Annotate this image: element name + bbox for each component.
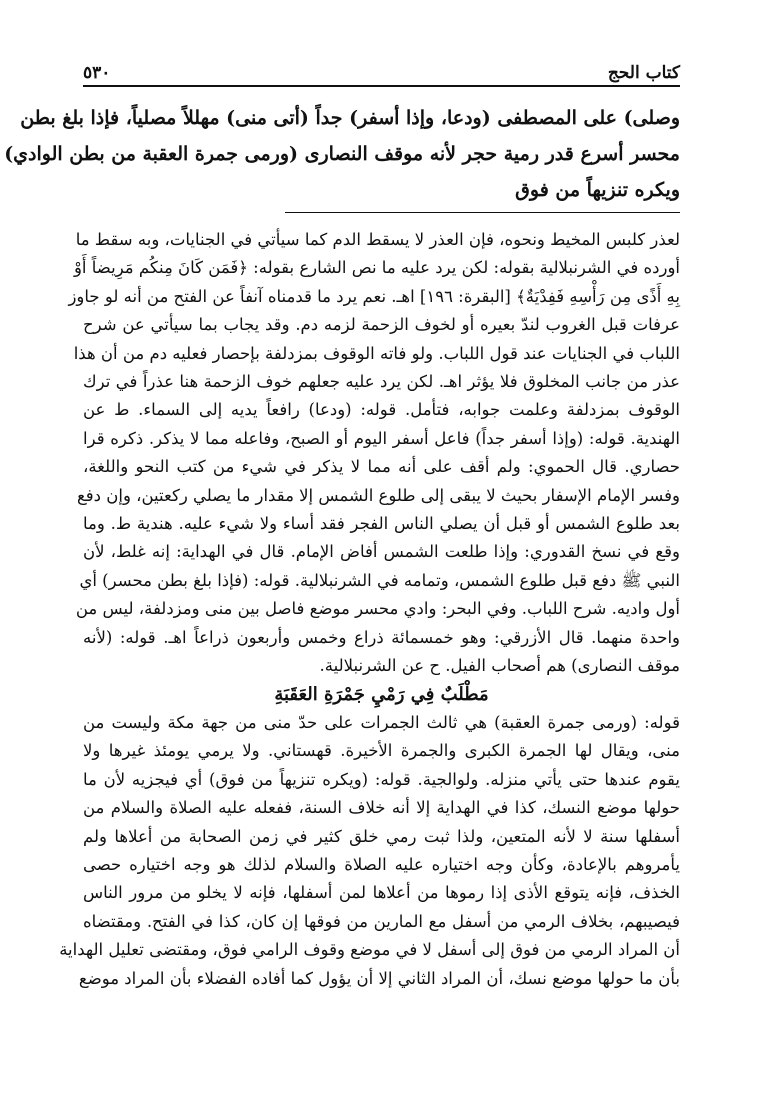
commentary-line: حولها موضع النسك، كذا في الهداية إلا أنه خلاف السنة، ففعله عليه الصلاة والسلام من	[83, 798, 680, 818]
section-title: مَطْلَبٌ فِي رَمْيِ جَمْرَةِ العَقَبَةِ	[274, 683, 489, 705]
separator-rule	[285, 212, 680, 213]
commentary-line: أورده في الشرنبلالية بقوله: لكن يرد عليه ما نص الشارع بقوله: ﴿فَمَن كَانَ مِنكُم مَرِيضاً أَوْ	[73, 258, 680, 278]
commentary-line: عذر من جانب المخلوق فلا يؤثر اهـ. لكن يرد عليه جعلهم خوف الزحمة هنا عذراً في ترك	[83, 372, 680, 392]
commentary-line: حصاري. قال الحموي: ولم أقف على أنه مما لا يذكر في شيء من كتب النحو واللغة،	[83, 457, 680, 477]
commentary-line: الوقوف بمزدلفة وعلمت جوابه، فتأمل. قوله: (ودعا) رافعاً يديه إلى السماء. ط عن	[83, 400, 680, 420]
commentary-line: واحدة منهما. قال الأزرقي: وهو خمسمائة ذراع وخمس وأربعون ذراعاً اهـ. قوله: (لأنه	[83, 627, 680, 647]
commentary-line: موقف النصارى) هم أصحاب الفيل. ح عن الشرنبلالية.	[319, 656, 680, 676]
commentary-line: اللباب في الجنايات عند قول اللباب. ولو فاته الوقوف بمزدلفة بإحصار فعليه دم من أن هذا	[73, 343, 680, 363]
commentary-line: عرفات قبل الغروب لندّ بعيره أو لخوف الزحمة لزمه دم. وقد يجاب بما سيأتي عن شرح	[83, 315, 680, 335]
commentary-line: منى، ويقال لها الجمرة الكبرى والجمرة الأخيرة. قهستاني. ولا يرمي يومئذ غيرها ولا	[83, 741, 680, 761]
commentary-line: قوله: (ورمى جمرة العقبة) هي ثالث الجمرات على حدّ منى من جهة مكة وليست من	[83, 712, 680, 732]
commentary-line: يأمروهم بالإعادة، وكأن وجه اختياره عليه الصلاة والسلام لذلك هو وجه اختياره حصى	[83, 854, 680, 874]
commentary-line: النبي ﷺ دفع قبل طلوع الشمس، وتمامه في الشرنبلالية. قوله: (فإذا بلغ بطن محسر) أي	[79, 570, 680, 590]
commentary-line: بعد طلوع الشمس أو قبل أن يصلي الناس الفجر فقد أساء ولا شيء عليه. هندية ط. وما	[83, 514, 680, 534]
page-header	[83, 55, 680, 83]
commentary-line: أول واديه. شرح اللباب. وفي البحر: وادي محسر موضع فاصل بين منى ومزدلفة، ليس من	[75, 599, 680, 619]
commentary-line: وقع في نسخ القدوري: وإذا طلعت الشمس أفاض الإمام. قال في الهداية: إنه غلط، لأن	[83, 542, 680, 562]
commentary-line: لعذر كلبس المخيط ونحوه، فإن العذر لا يسقط الدم كما سيأتي في الجنايات، وبه سقط ما	[75, 230, 680, 249]
commentary-text	[59, 226, 680, 993]
commentary-line: أسفلها سنة لا لأنه المتعين، ولذا ثبت رمي خلق كثير في زمن الصحابة من أعلاها ولم	[83, 826, 680, 846]
commentary-line: وفسر الإمام الإسفار بحيث لا يبقى إلى طلوع الشمس إلا مقدار ما يصلي ركعتين، وإن دفع	[76, 485, 680, 505]
main-text-line: ويكره تنزيهاً من فوق	[515, 179, 680, 201]
commentary-line: فيصيبهم، بخلاف الرمي من أسفل مع المارين من فوقها إن كان، كذا في الفتح. ومقتضاه	[83, 911, 680, 931]
commentary-line: يقوم عندها حتى يأتي منزله. ولوالجية. قوله: (ويكره تنزيهاً من فوق) أي فيجزيه لأن ما	[83, 769, 680, 789]
header-rule	[83, 85, 680, 87]
commentary-line: الهندية. قوله: (وإذا أسفر جداً) فاعل أسفر اليوم أو الصبح، وفاعله مما لا يذكر. ذكره قرا	[83, 428, 680, 448]
commentary-line: بأن ما حولها موضع نسك، أن المراد الثاني إلا أن يؤول كما أفاده الفضلاء بأن المراد موضع	[78, 968, 680, 988]
main-text	[4, 100, 680, 208]
commentary-line: الخذف، فإنه يتوقع الأذى إذا رموها من أعلاها لمن أسفلها، فإنه لا يخلو من مرور الناس	[83, 883, 680, 903]
book-title: كتاب الحج	[607, 63, 680, 83]
main-text-line: وصلى) على المصطفى (ودعا، وإذا أسفر) جداً (أتى منى) مهللاً مصلياً، فإذا بلغ بطن	[20, 107, 680, 129]
commentary-line: أن المراد الرمي من فوق إلى أسفل لا في موضع وقوف الرامي فوق، ومقتضى تعليل الهداية	[59, 940, 680, 960]
page-number: ٥٣٠	[83, 63, 111, 83]
commentary-line: بِهِ أَذًى مِن رَأْسِهِ فَفِدْيَةٌ﴾ [البقرة: ١٩٦] اهـ. نعم يرد ما قدمناه آنفاً عن الفتح من أنه لو جاوز	[68, 286, 680, 306]
main-text-line: محسر أسرع قدر رمية حجر لأنه موقف النصارى (ورمى جمرة العقبة من بطن الوادي)	[4, 143, 680, 165]
